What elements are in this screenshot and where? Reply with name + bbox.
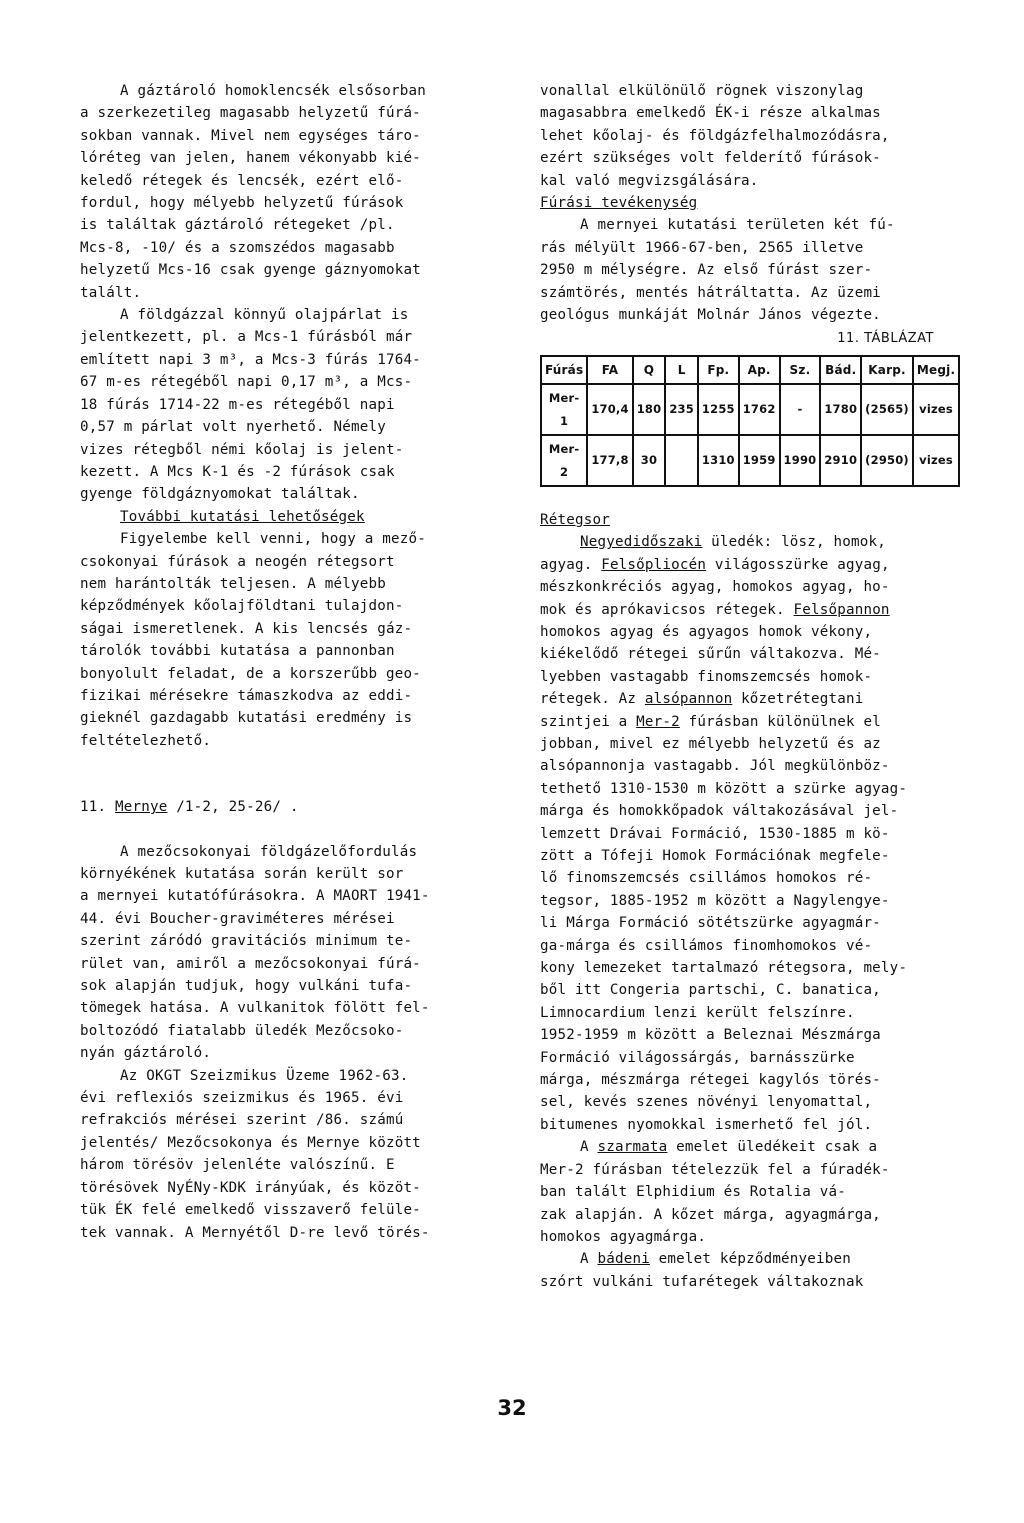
text-line: agyag. Felsőpliocén világosszürke agyag, (540, 556, 890, 573)
text-line: 67 m-es rétegéből napi 0,17 m³, a Mcs- (80, 374, 413, 391)
strata-label: Felsőpliocén (601, 556, 707, 573)
text-line: helyzetű Mcs-16 csak gyenge gáznyomokat (80, 262, 421, 279)
strata-label: bádeni (597, 1251, 650, 1268)
text-line: alsópannonja vastagabb. Jól megkülönböz- (540, 758, 890, 775)
text-line: 1952-1959 m között a Beleznai Mészmárga (540, 1027, 881, 1044)
table-cell: (2565) (861, 384, 913, 435)
text-line: A földgázzal könnyű olajpárlat is (120, 307, 409, 324)
left-column (80, 80, 480, 1244)
table-title: 11. TÁBLÁZAT (837, 331, 934, 347)
text-line: szórt vulkáni tufarétegek váltakoznak (540, 1273, 864, 1290)
paragraph (540, 1271, 940, 1293)
chapter-heading (80, 796, 480, 818)
text-line: lóréteg van jelen, hanem vékonyabb kié- (80, 150, 421, 167)
table-cell: vizes (913, 384, 959, 435)
text-line: bonyolult feladat, de a korszerűbb geo- (80, 665, 421, 682)
table-cell: 30 (633, 435, 666, 486)
text-line: keledő rétegek és lencsék, ezért elő- (80, 172, 404, 189)
text-line: homokos agyagmárga. (540, 1228, 707, 1245)
paragraph (80, 1065, 480, 1244)
text-line (540, 711, 940, 733)
text-line: geológus munkáját Molnár János végezte. (540, 307, 881, 324)
table-cell: Mer-1 (541, 384, 587, 435)
text-line: nyán gáztároló. (80, 1045, 212, 1062)
table-header-cell: Karp. (861, 356, 913, 384)
table-header-cell: Fp. (698, 356, 739, 384)
text-line: említett napi 3 m³, a Mcs-3 fúrás 1764- (80, 351, 421, 368)
text-line: ga-márga és csillámos finomhomokos vé- (540, 937, 873, 954)
table-cell: 1310 (698, 435, 739, 486)
paragraph (80, 304, 480, 506)
text-fragment: világosszürke agyag, (706, 556, 890, 573)
text-fragment: kőzetrétegtani (732, 691, 864, 708)
table-cell: 1780 (820, 384, 861, 435)
text-line: is találtak gáztároló rétegeket /pl. (80, 217, 395, 234)
spacer (80, 752, 480, 774)
table-header-cell: L (665, 356, 698, 384)
text-line: számtörés, mentés hátráltatta. Az üzemi (540, 284, 881, 301)
strata-label: Negyedidőszaki (580, 534, 703, 551)
table-cell: vizes (913, 435, 959, 486)
table-header-cell: FA (587, 356, 632, 384)
text-line: lő finomszemcsés csillámos homokos ré- (540, 870, 873, 887)
strata-label: Felsőpannon (793, 601, 890, 618)
text-line: homokos agyag és agyagos homok vékony, (540, 623, 873, 640)
text-line: csokonyai fúrások a neogén rétegsort (80, 553, 395, 570)
paragraph (80, 528, 480, 752)
text-line: refrakciós mérései szerint /86. számú (80, 1112, 404, 1129)
table-cell: 180 (633, 384, 666, 435)
paragraph (540, 621, 940, 688)
strata-label: alsópannon (644, 691, 733, 708)
text-line: tömegek hatása. A vulkanitok fölött fel- (80, 1000, 430, 1017)
text-fragment: üledék: lösz, homok, (702, 534, 886, 551)
text-line: 2950 m mélységre. Az első fúrást szer- (540, 262, 873, 279)
table-header-cell: Q (633, 356, 666, 384)
text-line: A gáztároló homoklencsék elsősorban (120, 83, 426, 99)
text-line: képződmények kőolajföldtani tulajdon- (80, 598, 404, 615)
text-line (540, 1136, 940, 1158)
section-heading (80, 506, 480, 528)
text-line: sok alapján tudjuk, hogy vulkáni tufa- (80, 978, 413, 995)
text-line: zak alapján. A kőzet márga, agyagmárga, (540, 1206, 881, 1223)
text-line: kezett. A Mcs K-1 és -2 fúrások csak (80, 463, 395, 480)
text-line: Mcs-8, -10/ és a szomszédos magasabb (80, 239, 395, 256)
text-line: rület van, amiről a mezőcsokonyai fúrá- (80, 955, 421, 972)
text-line: A mernyei kutatási területen két fú- (580, 217, 895, 234)
text-line: Mer-2 fúrásban tételezzük fel a fúradék- (540, 1161, 890, 1178)
text-fragment: fúrásban különülnek el (679, 713, 881, 730)
strata-heading (540, 509, 940, 531)
table-header-cell: Megj. (913, 356, 959, 384)
text-line: lemzett Drávai Formáció, 1530-1885 m kö- (540, 825, 890, 842)
paragraph (540, 576, 940, 621)
text-line: gieknél gazdagabb kutatási eredmény is (80, 710, 413, 727)
text-line: tethető 1310-1530 m között a szürke agyag- (540, 780, 908, 797)
table-cell: Mer-2 (541, 435, 587, 486)
section-heading-text: További kutatási lehetőségek (120, 508, 365, 525)
text-line: jelentkezett, pl. a Mcs-1 fúrásból már (80, 329, 413, 346)
table-cell: 1762 (739, 384, 780, 435)
text-line: évi reflexiós szeizmikus és 1965. évi (80, 1090, 404, 1107)
text-line: fizikai mérésekre támaszkodva az eddi- (80, 687, 413, 704)
spacer (80, 774, 480, 796)
table-cell: 170,4 (587, 384, 632, 435)
text-line: 44. évi Boucher-graviméteres mérései (80, 910, 395, 927)
text-line: szerint záródó gravitációs minimum te- (80, 933, 413, 950)
text-line: boltozódó fiatalabb üledék Mezőcsoko- (80, 1022, 404, 1039)
paragraph (540, 1159, 940, 1249)
text-line: feltételezhető. (80, 732, 212, 749)
text-line: talált. (80, 284, 142, 301)
text-line: kiékelődő rétegei sűrűn váltakozva. Mé- (540, 646, 881, 663)
table-row (541, 384, 959, 435)
text-line: tük ÉK felé emelkedő visszaverő felüle- (80, 1202, 421, 1219)
text-line: Az OKGT Szeizmikus Üzeme 1962-63. (120, 1067, 409, 1084)
right-column (540, 80, 956, 1293)
data-table (540, 355, 960, 487)
paragraph (540, 733, 940, 1136)
text-line: ban talált Elphidium és Rotalia vá- (540, 1184, 846, 1201)
text-line: lehet kőolaj- és földgázfelhalmozódásra, (540, 127, 890, 144)
text-line: Formáció világossárgás, barnásszürke (540, 1049, 855, 1066)
chapter-number: 11. (80, 799, 107, 816)
page-number: 32 (497, 1396, 527, 1420)
text-line: Figyelembe kell venni, hogy a mező- (120, 531, 426, 548)
text-line: törésövek NyÉNy-KDK irányúak, és közöt- (80, 1179, 421, 1196)
text-line: gyenge földgáznyomokat találtak. (80, 486, 360, 503)
text-fragment: A (580, 1251, 598, 1268)
text-line: nem harántolták teljesen. A mélyebb (80, 575, 386, 592)
spacer (540, 487, 940, 509)
text-line: kal való megvizsgálására. (540, 172, 759, 189)
table-cell: 1255 (698, 384, 739, 435)
text-fragment: emelet üledékeit csak a (667, 1139, 878, 1156)
text-line: 18 fúrás 1714-22 m-es rétegéből napi (80, 396, 395, 413)
text-line: magasabbra emelkedő ÉK-i része alkalmas (540, 105, 881, 122)
text-line: a szerkezetileg magasabb helyzetű fúrá- (80, 105, 421, 122)
table-cell: 1990 (780, 435, 821, 486)
text-line: rás mélyült 1966-67-ben, 2565 illetve (540, 239, 864, 256)
text-fragment: rétegek. Az (540, 691, 645, 708)
text-line: ezért szükséges volt felderítő fúrások- (540, 150, 881, 167)
table-cell: 2910 (820, 435, 861, 486)
paragraph (80, 80, 480, 304)
text-line: Limnocardium lenzi került felszínre. (540, 1004, 855, 1021)
table-cell: 235 (665, 384, 698, 435)
strata-label: szarmata (597, 1139, 668, 1156)
text-line: lyebben vastagabb finomszemcsés homok- (540, 668, 873, 685)
text-line: vizes rétegből némi kőolaj is jelent- (80, 441, 404, 458)
table-cell: 177,8 (587, 435, 632, 486)
text-line: sel, kevés szenes növényi lenyomattal, (540, 1094, 873, 1111)
text-line: márga, mészmárga rétegei kagylós törés- (540, 1072, 881, 1089)
text-line: márga és homokkőpadok váltakozásával jel- (540, 803, 899, 820)
text-line: kony lemezeket tartalmazó rétegsora, mely- (540, 960, 908, 977)
text-line: fordul, hogy mélyebb helyzetű fúrások (80, 195, 404, 212)
text-line: mészkonkréciós agyag, homokos agyag, ho- (540, 579, 890, 596)
text-line: ságai ismeretlenek. A kis lencsés gáz- (80, 620, 413, 637)
strata-label: Mer-2 (636, 713, 680, 730)
table-cell: 1959 (739, 435, 780, 486)
chapter-name: Mernye (114, 799, 168, 816)
text-fragment: A (580, 1139, 598, 1156)
text-line: tegsor, 1885-1952 m között a Nagylengye- (540, 892, 890, 909)
paragraph (540, 80, 940, 192)
text-line: 0,57 m párlat volt nyerhető. Némely (80, 419, 386, 436)
table-row (541, 435, 959, 486)
table-cell: - (780, 384, 821, 435)
text-line: a mernyei kutatófúrásokra. A MAORT 1941- (80, 888, 430, 905)
table-header-cell: Fúrás (541, 356, 587, 384)
table-cell: (2950) (861, 435, 913, 486)
drilling-heading (540, 192, 940, 214)
table-header-cell: Sz. (780, 356, 821, 384)
text-line: ből itt Congeria partschi, C. banatica, (540, 982, 881, 999)
strata-heading-text: Rétegsor (540, 511, 610, 528)
text-line: li Márga Formáció sötétszürke agyagmár- (540, 915, 881, 932)
text-line (540, 1248, 940, 1270)
table-cell (665, 435, 698, 486)
drilling-heading-text: Fúrási tevékenység (540, 195, 698, 212)
chapter-refs: /1-2, 25-26/ . (176, 799, 299, 816)
text-line: környékének kutatása során került sor (80, 866, 404, 882)
text-line: három törésöv jelenléte valószínű. E (80, 1157, 395, 1174)
text-fragment: szintjei a (540, 713, 637, 730)
paragraph (80, 841, 480, 1065)
text-line: zött a Tófeji Homok Formációnak megfele- (540, 848, 890, 864)
text-line (540, 688, 940, 710)
text-line: jelentés/ Mezőcsokonya és Mernye között (80, 1134, 421, 1151)
text-fragment: emelet képződményeiben (649, 1251, 851, 1268)
text-line: mok és aprókavicsos rétegek. Felsőpannon (540, 601, 890, 618)
text-line: sokban vannak. Mivel nem egységes táro- (80, 127, 421, 144)
table-header-row (541, 356, 959, 384)
text-line: A mezőcsokonyai földgázelőfordulás (120, 843, 418, 860)
table-header-cell: Ap. (739, 356, 780, 384)
spacer (80, 819, 480, 841)
text-line: jobban, mivel ez mélyebb helyzetű és az (540, 735, 881, 752)
paragraph (540, 214, 940, 326)
text-line: vonallal elkülönülő rögnek viszonylag (540, 83, 864, 99)
table-header-cell: Bád. (820, 356, 861, 384)
text-line (540, 531, 940, 553)
text-line: tárolók további kutatása a pannonban (80, 643, 395, 660)
text-line: tek vannak. A Mernyétől D-re levő törés- (80, 1224, 430, 1241)
text-line: bitumenes nyomokkal ismerhető fel jól. (540, 1116, 873, 1133)
